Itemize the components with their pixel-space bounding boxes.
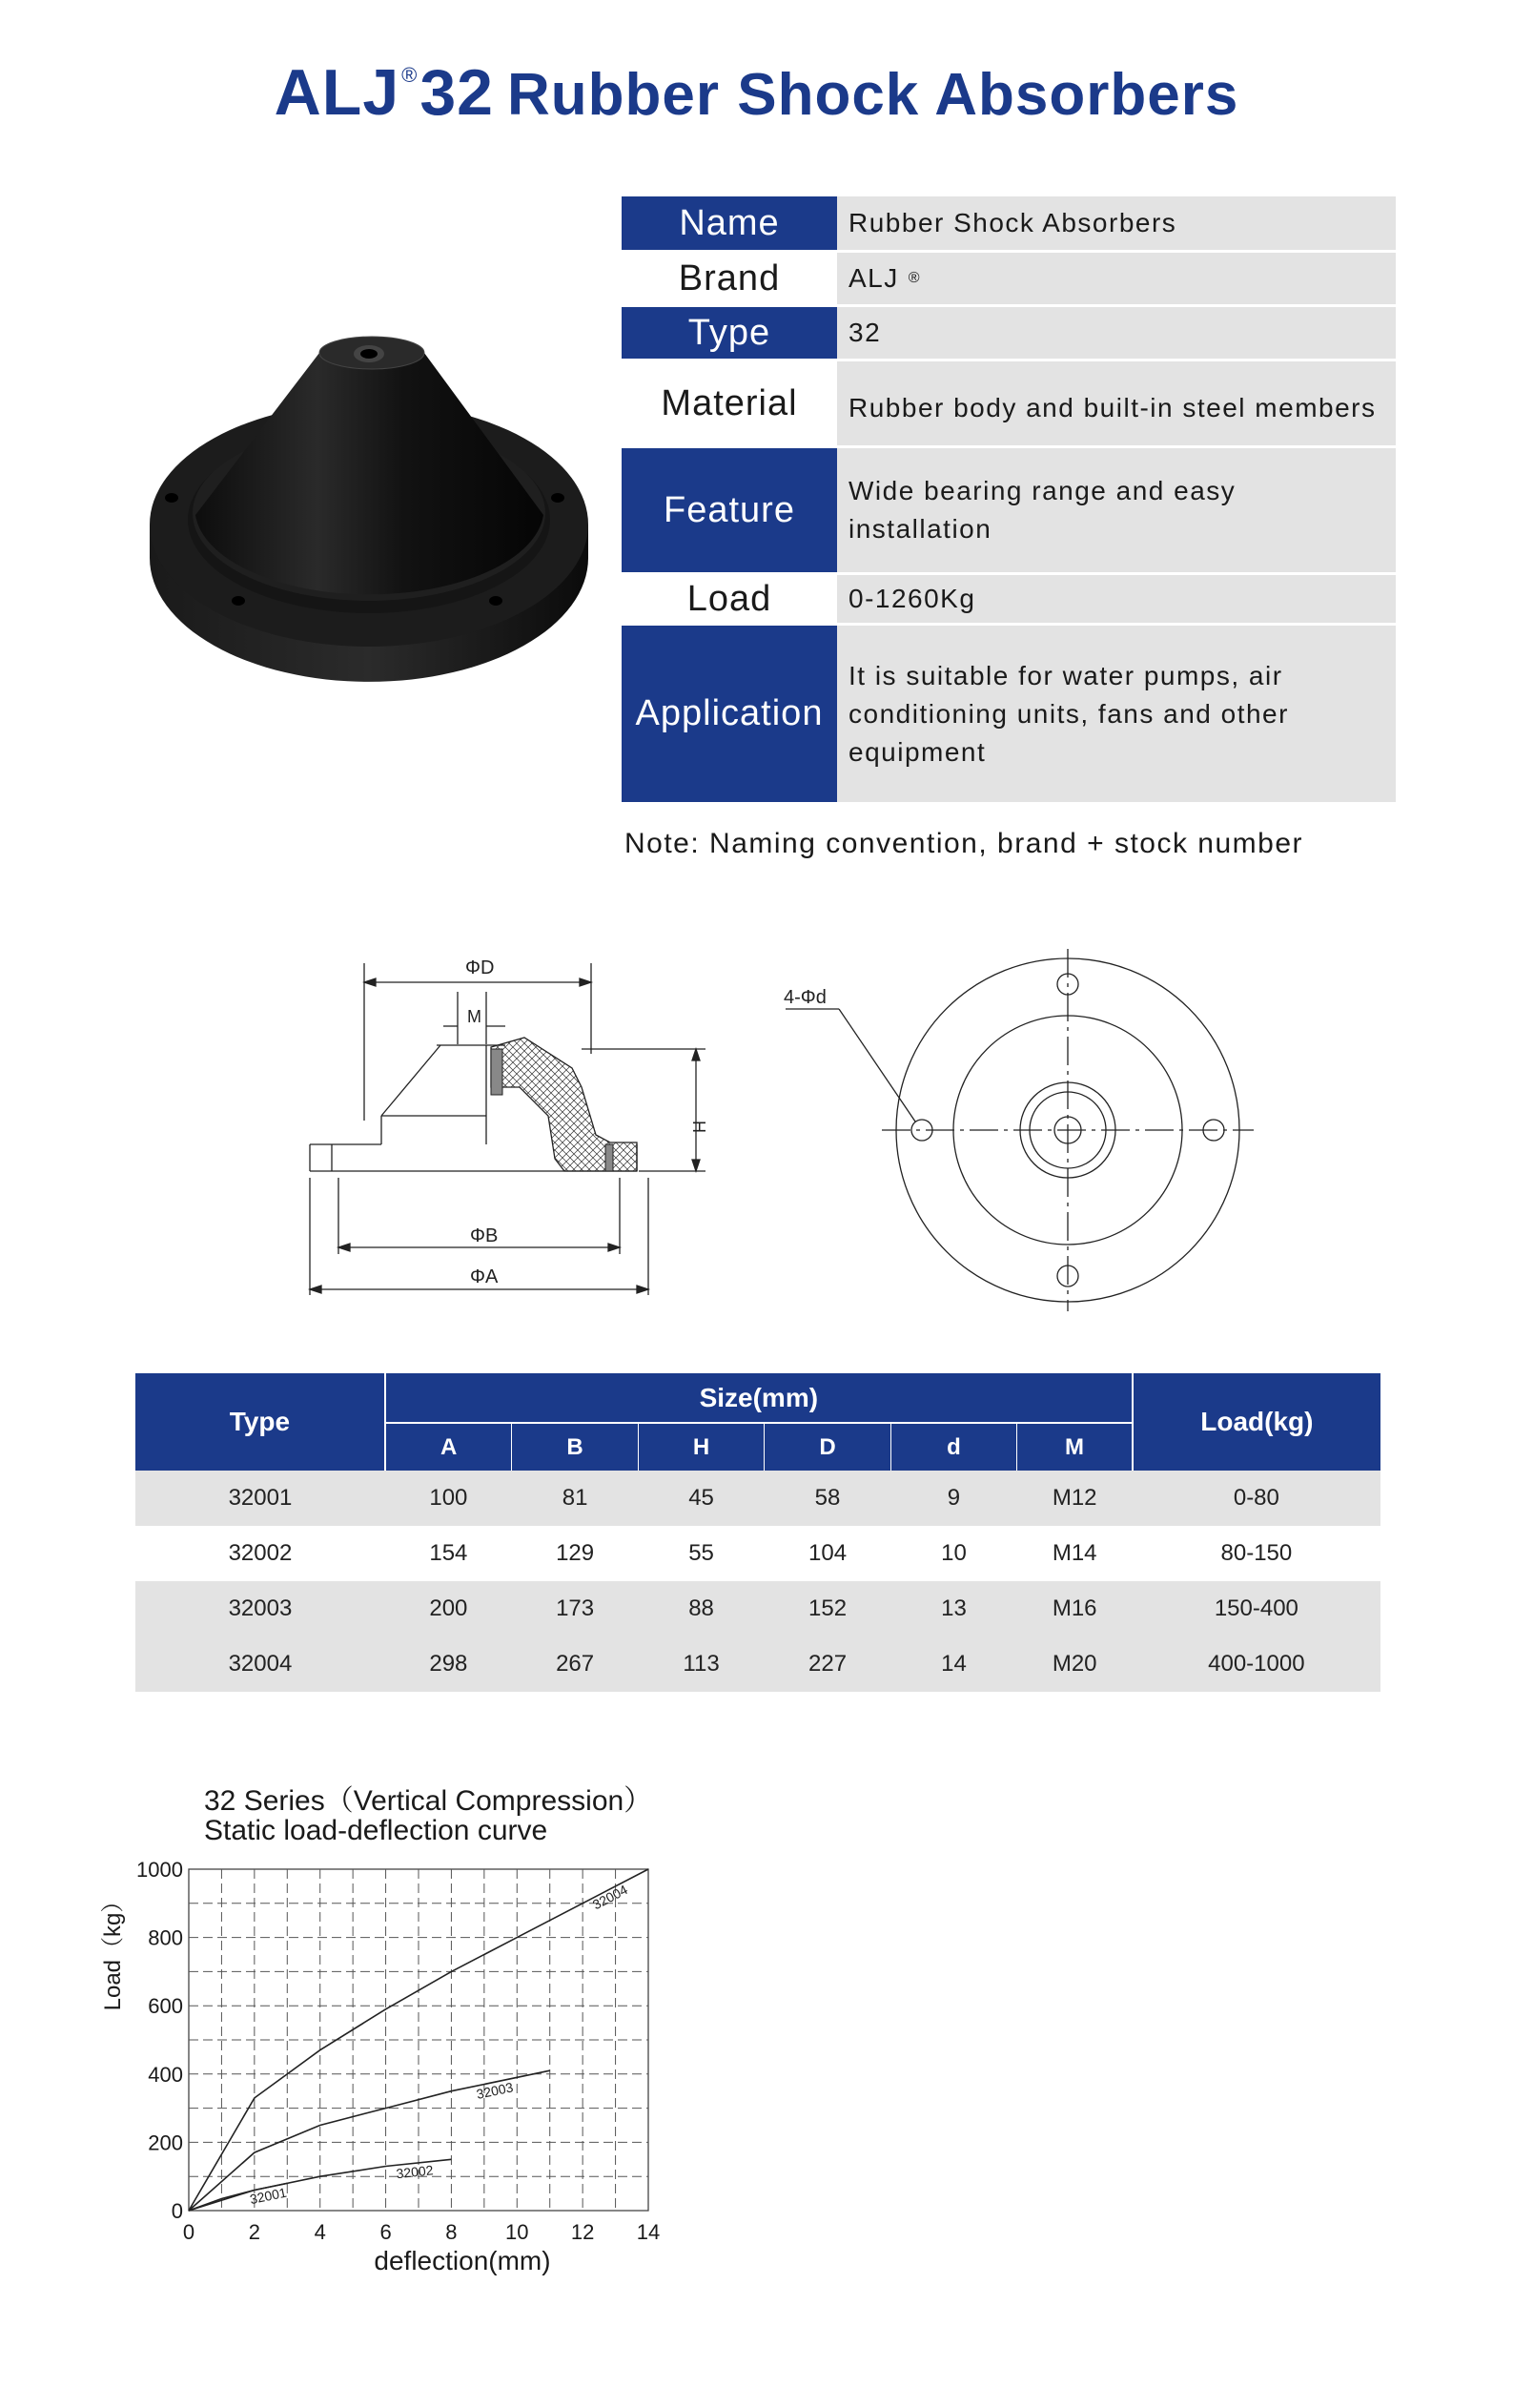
cell-a: 298	[385, 1636, 512, 1692]
header-d-lower: d	[890, 1423, 1016, 1471]
spec-key: Feature	[622, 448, 837, 572]
header-load: Load(kg)	[1133, 1373, 1380, 1471]
spec-key: Brand	[622, 253, 837, 304]
graph-title-line-2: Static load-deflection curve	[204, 1815, 548, 1846]
cell-a: 154	[385, 1526, 512, 1581]
size-table	[135, 1373, 1380, 1692]
header-type: Type	[135, 1373, 385, 1471]
cell-b: 173	[512, 1581, 638, 1636]
cell-d-upper: 227	[765, 1636, 890, 1692]
cell-h: 45	[638, 1471, 764, 1526]
spec-row-application	[622, 626, 1396, 802]
header-d-upper: D	[765, 1423, 890, 1471]
cell-type: 32001	[135, 1471, 385, 1526]
series-label-32001: 32001	[248, 2184, 289, 2208]
load-deflection-chart	[86, 1841, 677, 2298]
cell-load: 80-150	[1133, 1526, 1380, 1581]
header-b: B	[512, 1423, 638, 1471]
spec-row-feature	[622, 448, 1396, 572]
spec-row-material	[622, 361, 1396, 445]
graph-title-line-1: 32 Series（Vertical Compression）	[204, 1785, 653, 1817]
spec-value: ALJ	[849, 263, 899, 293]
dim-label-m: M	[467, 1007, 481, 1026]
dim-label-a: ΦA	[470, 1266, 499, 1287]
spec-key: Name	[622, 196, 837, 250]
table-row	[135, 1581, 1380, 1636]
cell-b: 267	[512, 1636, 638, 1692]
table-row	[135, 1526, 1380, 1581]
cell-m: M20	[1017, 1636, 1133, 1692]
title-brand: ALJ	[274, 56, 400, 129]
cell-d-upper: 104	[765, 1526, 890, 1581]
spec-value: Rubber body and built-in steel members	[837, 361, 1396, 445]
spec-row-name	[622, 196, 1396, 250]
header-h: H	[638, 1423, 764, 1471]
x-tick-label: 0	[182, 2220, 195, 2244]
spec-key: Application	[622, 626, 837, 802]
x-tick-label: 10	[505, 2220, 529, 2244]
y-tick-label: 600	[148, 1994, 183, 2019]
section-drawing	[296, 944, 715, 1307]
cell-d-upper: 58	[765, 1471, 890, 1526]
cell-d-lower: 13	[890, 1581, 1016, 1636]
series-label-32002: 32002	[395, 2162, 435, 2182]
title-number: 32	[419, 56, 494, 129]
table-row	[135, 1471, 1380, 1526]
spec-row-brand	[622, 253, 1396, 304]
cell-a: 100	[385, 1471, 512, 1526]
cell-d-upper: 152	[765, 1581, 890, 1636]
cell-b: 129	[512, 1526, 638, 1581]
cell-h: 113	[638, 1636, 764, 1692]
product-photo	[133, 324, 610, 687]
spec-key: Load	[622, 575, 837, 623]
title-text: Rubber Shock Absorbers	[507, 62, 1239, 128]
header-a: A	[385, 1423, 512, 1471]
naming-note: Note: Naming convention, brand + stock number	[624, 828, 1304, 859]
dim-label-h: H	[689, 1121, 708, 1133]
cell-b: 81	[512, 1471, 638, 1526]
header-m: M	[1017, 1423, 1133, 1471]
cell-type: 32004	[135, 1636, 385, 1692]
spec-value-wrap	[837, 253, 1396, 304]
cell-d-lower: 10	[890, 1526, 1016, 1581]
x-tick-label: 14	[636, 2220, 661, 2244]
header-size: Size(mm)	[385, 1373, 1133, 1423]
spec-table	[622, 196, 1396, 802]
x-tick-label: 12	[570, 2220, 595, 2244]
x-tick-label: 8	[445, 2220, 458, 2244]
cell-type: 32002	[135, 1526, 385, 1581]
cell-load: 0-80	[1133, 1471, 1380, 1526]
x-tick-label: 2	[248, 2220, 260, 2244]
cell-load: 400-1000	[1133, 1636, 1380, 1692]
cell-type: 32003	[135, 1581, 385, 1636]
spec-row-load	[622, 575, 1396, 623]
spec-key: Type	[622, 307, 837, 359]
x-tick-label: 4	[314, 2220, 326, 2244]
dim-label-b: ΦB	[470, 1225, 499, 1246]
series-label-32003: 32003	[475, 2079, 515, 2102]
x-axis-label: deflection(mm)	[374, 2246, 551, 2275]
spec-value: 32	[837, 307, 1396, 359]
spec-value: Rubber Shock Absorbers	[837, 196, 1396, 250]
cell-d-lower: 14	[890, 1636, 1016, 1692]
hole-label: 4-Φd	[784, 987, 827, 1008]
cell-m: M14	[1017, 1526, 1133, 1581]
registered-mark: ®	[908, 270, 922, 286]
y-axis-label: Load（kg）	[100, 1889, 126, 2011]
x-tick-label: 6	[379, 2220, 392, 2244]
cell-h: 88	[638, 1581, 764, 1636]
spec-value: 0-1260Kg	[837, 575, 1396, 623]
top-view-drawing	[772, 944, 1268, 1326]
y-tick-label: 200	[148, 2130, 183, 2155]
graph-title	[204, 1786, 652, 1845]
y-tick-label: 400	[148, 2062, 183, 2087]
dim-label-d: ΦD	[465, 957, 495, 978]
cell-a: 200	[385, 1581, 512, 1636]
spec-value: It is suitable for water pumps, air conditioning units, fans and other equipment	[837, 626, 1396, 802]
cell-m: M12	[1017, 1471, 1133, 1526]
table-row	[135, 1636, 1380, 1692]
y-tick-label: 1000	[136, 1858, 183, 1882]
spec-value: Wide bearing range and easy installation	[837, 448, 1396, 572]
title-registered-mark: ®	[401, 63, 419, 87]
y-tick-label: 800	[148, 1925, 183, 1950]
spec-key: Material	[622, 361, 837, 445]
cell-h: 55	[638, 1526, 764, 1581]
spec-row-type	[622, 307, 1396, 359]
cell-m: M16	[1017, 1581, 1133, 1636]
y-tick-label: 0	[171, 2199, 183, 2223]
series-label-32004: 32004	[589, 1882, 630, 1913]
cell-d-lower: 9	[890, 1471, 1016, 1526]
cell-load: 150-400	[1133, 1581, 1380, 1636]
page-title	[0, 55, 1513, 130]
